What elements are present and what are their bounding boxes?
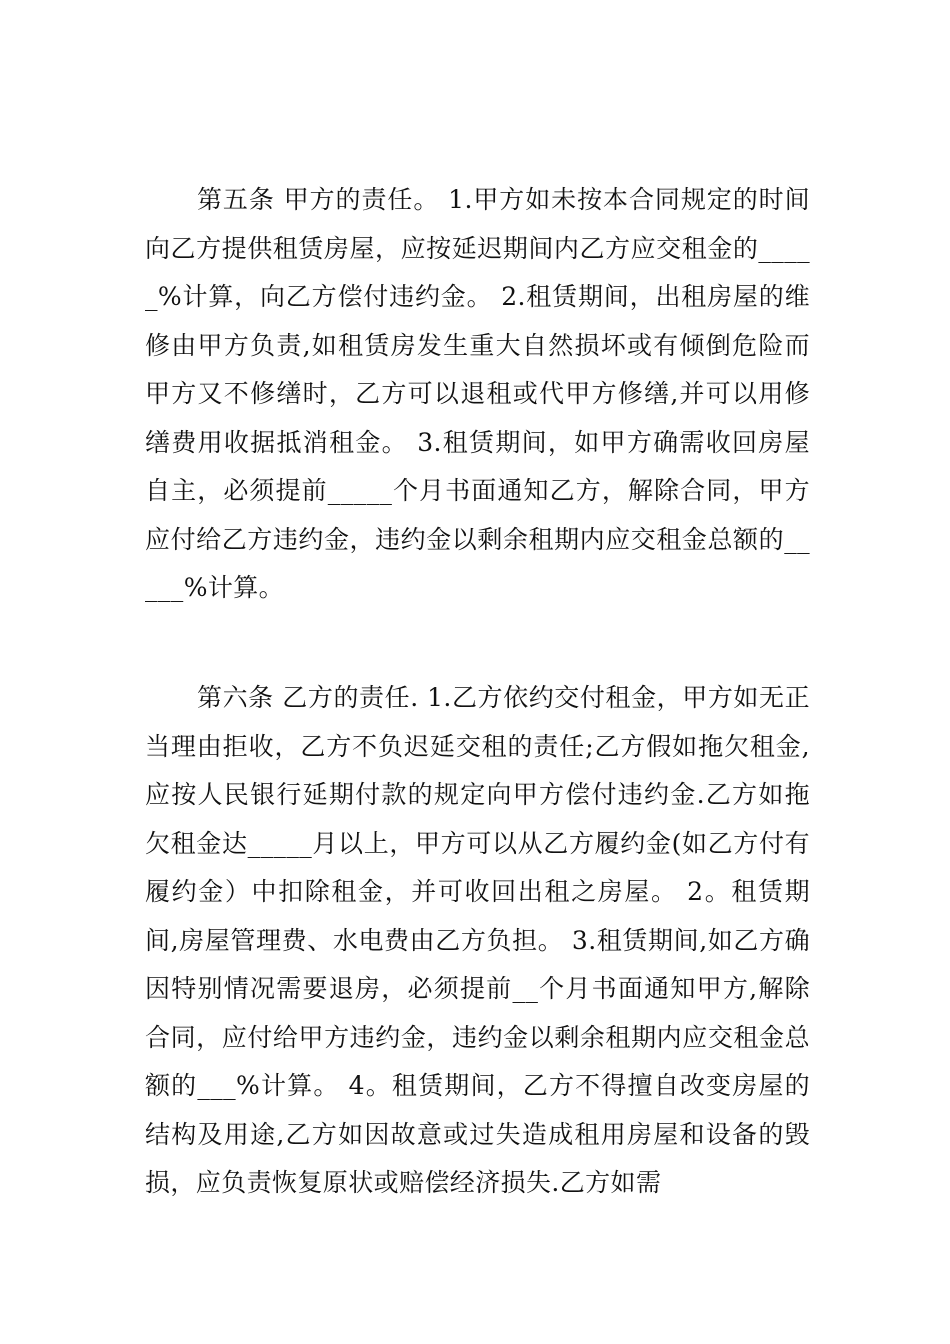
article-6-paragraph: 第六条 乙方的责任. 1.乙方依约交付租金，甲方如无正当理由拒收，乙方不负迟延交租的责任;乙方假如拖欠租金,应按人民银行延期付款的规定向甲方偿付违约金.乙方如拖欠租金达_____月以上，甲方可以从乙方履约金(如乙方付有履约金）中扣除租金，并可收回出租之房屋。 2。租赁期间,房屋管理费、水电费由乙方负担。 3.租赁期间,如乙方确因特别情况需要退房，必须提前__个月书面通知甲方,解除合同，应付给甲方违约金，违约金以剩余租期内应交租金总额的___%计算。 4。租赁期间，乙方不得擅自改变房屋的结构及用途,乙方如因故意或过失造成租用房屋和设备的毁损，应负责恢复原状或赔偿经济损失.乙方如需 xyxy=(145,683,810,1197)
article-5-paragraph: 第五条 甲方的责任。 1.甲方如未按本合同规定的时间向乙方提供租赁房屋，应按延迟期间内乙方应交租金的_____%计算，向乙方偿付违约金。 2.租赁期间，出租房屋的维修由甲方负责,如租赁房发生重大自然损坏或有倾倒危险而甲方又不修缮时，乙方可以退租或代甲方修缮,并可以用修缮费用收据抵消租金。 3.租赁期间，如甲方确需收回房屋自主，必须提前_____个月书面通知乙方，解除合同，甲方应付给乙方违约金，违约金以剩余租期内应交租金总额的_____%计算。 xyxy=(145,185,810,602)
